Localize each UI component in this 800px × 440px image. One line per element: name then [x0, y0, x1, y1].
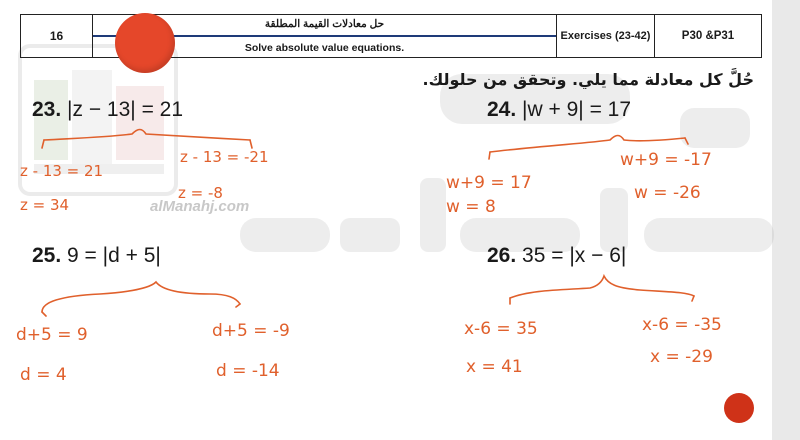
brace-25 — [42, 282, 240, 312]
problem-equation: 35 = |x − 6| — [522, 244, 627, 267]
work-24-line2: w = 8 — [446, 197, 496, 217]
work-25-line1: d+5 = 9 — [16, 325, 88, 345]
problem-number: 26. — [487, 244, 517, 267]
work-26-line3: x-6 = -35 — [642, 315, 722, 335]
lesson-number: 16 — [21, 15, 93, 57]
brace-23-tick — [42, 140, 252, 148]
page-reference: P30 &P31 — [681, 30, 735, 42]
instruction-text: حُلَّ كل معادلة مما يلي. وتحقق من حلولك. — [422, 70, 754, 89]
work-23-line3: z - 13 = -21 — [180, 148, 269, 166]
problem-number: 25. — [32, 244, 62, 267]
annotation-pen-dot[interactable] — [724, 393, 754, 423]
work-25-line2: d = 4 — [20, 365, 67, 385]
work-24-line4: w = -26 — [634, 183, 701, 203]
work-25-line4: d = -14 — [216, 361, 280, 381]
work-26-line4: x = -29 — [650, 347, 713, 367]
lesson-title-arabic: حل معادلات القيمة المطلقة — [264, 18, 385, 30]
problem-number: 24. — [487, 98, 517, 121]
lesson-title-english: Solve absolute value equations. — [244, 42, 405, 54]
brace-26 — [510, 276, 694, 298]
work-26-line1: x-6 = 35 — [464, 319, 538, 339]
problem-equation: 9 = |d + 5| — [67, 244, 161, 267]
brace-23 — [44, 130, 250, 141]
work-23-line4: z = -8 — [178, 184, 223, 202]
brace-26-tick — [510, 296, 694, 304]
work-25-line3: d+5 = -9 — [212, 321, 290, 341]
work-24-line3: w+9 = -17 — [620, 150, 712, 170]
problem-equation: |w + 9| = 17 — [522, 98, 632, 121]
exercises-range: Exercises (23-42) — [557, 15, 655, 57]
work-23-line1: z - 13 = 21 — [20, 162, 104, 180]
work-23-line2: z = 34 — [20, 196, 70, 214]
brace-25-tick — [42, 304, 240, 316]
work-24-line1: w+9 = 17 — [446, 173, 532, 193]
work-26-line2: x = 41 — [466, 357, 523, 377]
watermark-site-text: alManahj.com — [150, 198, 250, 215]
problem-number: 23. — [32, 98, 62, 121]
problem-equation: |z − 13| = 21 — [67, 98, 184, 121]
